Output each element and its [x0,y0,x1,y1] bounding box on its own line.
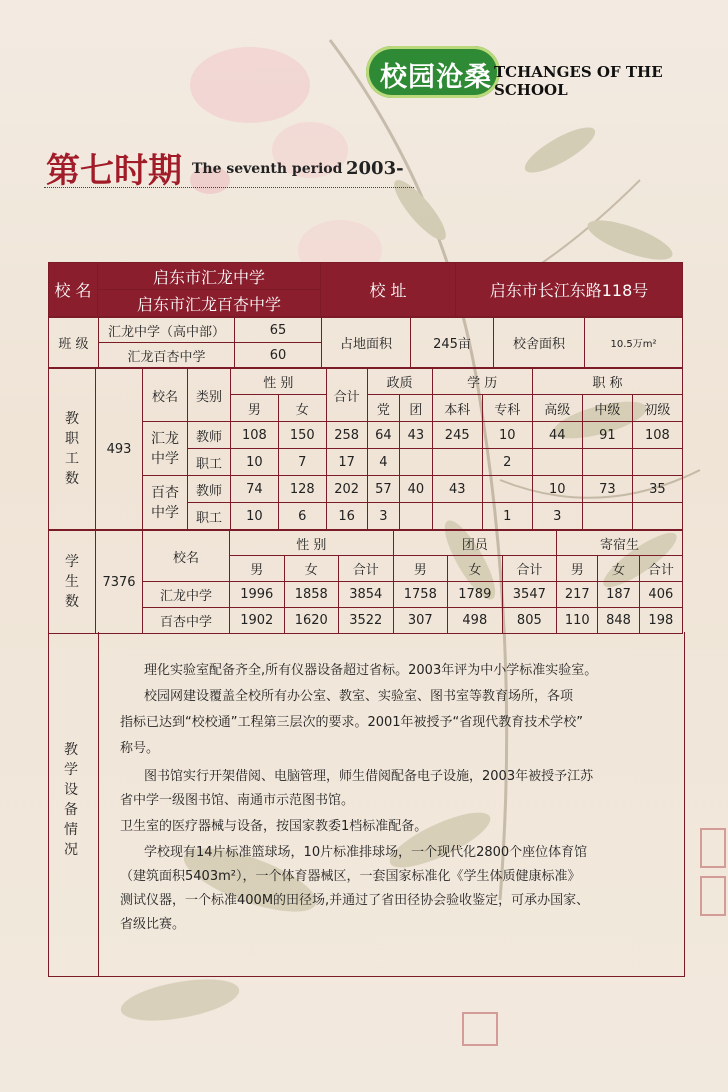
table-cell: 1 [482,503,532,530]
table-cell: 108 [632,422,682,449]
facilities-paragraph: 图书馆实行开架借阅、电脑管理，师生借阅配备电子设施，2003年被授予江苏 [144,769,594,784]
table-cell: 17 [326,449,367,476]
table-cell: 1789 [448,582,503,608]
title-divider [44,187,414,188]
table-cell: 150 [278,422,326,449]
table-cell: 16 [326,503,367,530]
school-name-2: 启东市汇龙百杏中学 [98,290,321,317]
staff-total: 493 [96,369,143,530]
table-cell: 1858 [284,582,339,608]
facilities-paragraph: 省中学一级图书馆、南通市示范图书馆。 [120,793,355,808]
page-subtitle: The seventh period [192,161,343,177]
table-header-cell: 女 [284,556,339,582]
table-cell: 35 [632,476,682,503]
staff-college-header: 专科 [482,395,532,422]
facilities-paragraph: 卫生室的医疗器械与设备，按国家教委1档标准配备。 [120,819,428,834]
building-label: 校舍面积 [494,318,585,368]
table-cell: 10 [231,449,279,476]
facilities-label: 教学设备情况 [48,632,99,977]
facilities-paragraph: 称号。 [120,741,160,756]
table-cell: 74 [231,476,279,503]
table-cell: 91 [582,422,632,449]
table-header-cell: 合计 [639,556,682,582]
table-cell: 10 [231,503,279,530]
table-cell: 1902 [230,608,285,634]
facilities-paragraph: 学校现有14片标准篮球场，10片标准排球场，一个现代化2800个座位体育馆 [144,845,588,860]
student-label: 学生数 [49,531,96,634]
table-cell: 教师 [188,476,231,503]
address-label: 校 址 [321,263,456,317]
table-cell: 7 [278,449,326,476]
staff-gender-header: 性 别 [231,369,327,395]
staff-title-header: 职 称 [532,369,682,395]
table-cell: 805 [502,608,557,634]
table-cell: 百杏中学 [143,608,230,634]
table-cell: 1620 [284,608,339,634]
table-header-cell: 合计 [339,556,394,582]
table-cell: 职工 [188,503,231,530]
table-cell [432,503,482,530]
table-cell: 4 [367,449,400,476]
facilities-paragraph: 校园网建设覆盖全校所有办公室、教室、实验室、图书室等教育场所，各项 [144,689,574,704]
table-header-cell: 男 [393,556,448,582]
table-cell [582,449,632,476]
table-header-cell: 男 [557,556,598,582]
table-cell: 职工 [188,449,231,476]
table-cell: 40 [400,476,433,503]
table-cell: 43 [400,422,433,449]
class-school-2: 汇龙百杏中学 [99,343,235,368]
staff-middle-header: 中级 [582,395,632,422]
student-gender-header: 性 别 [230,531,394,556]
table-cell: 258 [326,422,367,449]
table-cell: 217 [557,582,598,608]
staff-school-1: 汇龙中学 [143,422,188,476]
table-cell: 汇龙中学 [143,582,230,608]
table-cell: 64 [367,422,400,449]
table-cell: 10 [482,422,532,449]
class-count-2: 60 [235,343,322,368]
table-cell: 187 [598,582,639,608]
section-badge-text: 校园沧桑 [380,62,492,93]
table-cell: 848 [598,608,639,634]
staff-female-header: 女 [278,395,326,422]
staff-senior-header: 高级 [532,395,582,422]
table-cell: 3547 [502,582,557,608]
name-label: 校 名 [49,263,98,317]
staff-education-header: 学 历 [432,369,532,395]
table-cell: 6 [278,503,326,530]
table-cell: 202 [326,476,367,503]
table-header-cell: 男 [230,556,285,582]
table-cell [400,449,433,476]
table-cell: 43 [432,476,482,503]
student-total: 7376 [96,531,143,634]
table-cell: 1996 [230,582,285,608]
table-cell: 3 [367,503,400,530]
table-cell [632,449,682,476]
table-cell: 108 [231,422,279,449]
staff-male-header: 男 [231,395,279,422]
section-english-title: TCHANGES OF THE SCHOOL [494,63,663,99]
staff-total-header: 合计 [326,369,367,422]
area-value: 245亩 [411,318,494,368]
class-school-1: 汇龙中学（高中部） [99,318,235,343]
table-cell [582,503,632,530]
table-cell: 1758 [393,582,448,608]
staff-junior-header: 初级 [632,395,682,422]
table-cell [632,503,682,530]
table-cell: 10 [532,476,582,503]
student-school-header: 校名 [143,531,230,582]
seal-stamp [462,1012,498,1046]
student-boarding-header: 寄宿生 [557,531,683,556]
table-header-cell: 女 [598,556,639,582]
table-header-cell: 女 [448,556,503,582]
table-cell: 73 [582,476,632,503]
page-title: 第七时期 [46,151,182,191]
seal-stamp [700,828,726,868]
facilities-paragraph: 指标已达到“校校通”工程第三层次的要求。2001年被授予“省现代教育技术学校” [120,715,584,730]
table-cell [532,449,582,476]
student-league-header: 团员 [393,531,557,556]
facilities-paragraph: 测试仪器，一个标准400M的田径场,并通过了省田径协会验收鉴定，可承办国家、 [120,893,590,908]
seal-stamp [700,876,726,916]
table-cell: 198 [639,608,682,634]
building-value: 10.5万m² [585,318,683,368]
staff-school-header: 校名 [143,369,188,422]
table-cell: 44 [532,422,582,449]
facilities-paragraph: 省级比赛。 [120,917,186,932]
table-cell [432,449,482,476]
staff-league-header: 团 [400,395,433,422]
staff-school-2: 百杏中学 [143,476,188,530]
facilities-paragraph: （建筑面积5403m²），一个体育器械区，一套国家标准化《学生体质健康标准》 [120,869,581,884]
table-cell: 2 [482,449,532,476]
address-value: 启东市长江东路118号 [456,263,683,317]
facilities-paragraph: 理化实验室配备齐全,所有仪器设备超过省标。2003年评为中小学标准实验室。 [144,663,598,678]
table-header-cell: 合计 [502,556,557,582]
period-year: 2003- [346,158,404,179]
table-cell: 3522 [339,608,394,634]
staff-label: 教职工数 [49,369,96,530]
table-cell [400,503,433,530]
table-cell: 3854 [339,582,394,608]
school-name-1: 启东市汇龙中学 [98,263,321,290]
staff-type-header: 类别 [188,369,231,422]
school-info-table [48,262,683,634]
table-cell: 教师 [188,422,231,449]
table-cell: 57 [367,476,400,503]
table-cell: 245 [432,422,482,449]
table-cell: 128 [278,476,326,503]
area-label: 占地面积 [322,318,411,368]
table-cell [482,476,532,503]
staff-bachelor-header: 本科 [432,395,482,422]
table-cell: 406 [639,582,682,608]
table-cell: 3 [532,503,582,530]
table-cell: 307 [393,608,448,634]
class-count-1: 65 [235,318,322,343]
staff-party-header: 党 [367,395,400,422]
class-label: 班 级 [49,318,99,368]
table-cell: 498 [448,608,503,634]
staff-politics-header: 政质 [367,369,432,395]
table-cell: 110 [557,608,598,634]
